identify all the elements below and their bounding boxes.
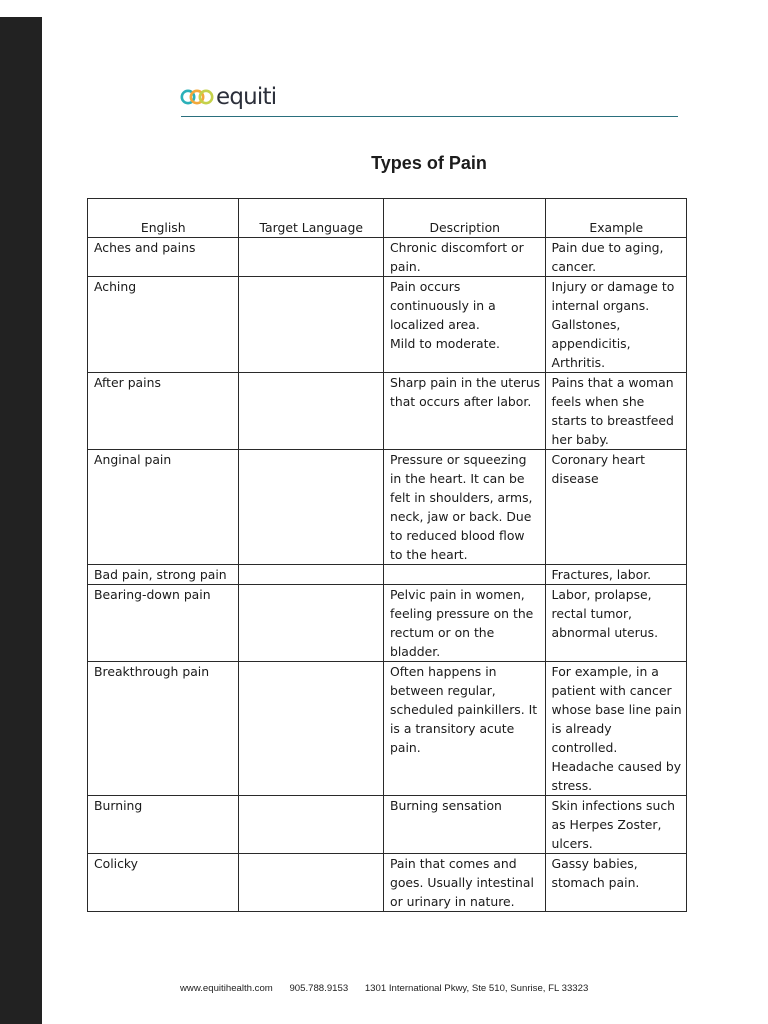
cell-example-text: starts to breastfeed [551, 413, 674, 428]
cell-target-language [238, 238, 383, 277]
header-target-language: Target Language [238, 199, 383, 238]
cell-description-text: to reduced blood flow [389, 528, 525, 543]
cell-english-text: Colicky [94, 856, 138, 871]
cell-example-text: Headache caused by [551, 759, 682, 774]
cell-english-text: Aches and pains [94, 240, 196, 255]
cell-example [545, 373, 686, 450]
cell-example-text: Injury or damage to [551, 279, 675, 294]
table-row [88, 450, 687, 565]
cell-description-text: in the heart. It can be [389, 471, 525, 486]
cell-example [545, 277, 686, 373]
cell-target-language [238, 854, 383, 912]
page-title: Types of Pain [371, 153, 487, 173]
cell-example-text: disease [551, 471, 599, 486]
page-footer [180, 983, 602, 994]
cell-description [383, 238, 545, 277]
cell-description-text: continuously in a [389, 298, 496, 313]
cell-example [545, 854, 686, 912]
cell-english [88, 585, 239, 662]
cell-example-text: abnormal uterus. [551, 625, 659, 640]
header-description: Description [383, 199, 545, 238]
table-row [88, 238, 687, 277]
header-divider [181, 116, 678, 117]
cell-description-text: scheduled painkillers. It [389, 702, 538, 717]
cell-description-text: Sharp pain in the uterus [389, 375, 541, 390]
cell-description-text: Mild to moderate. [389, 336, 500, 351]
cell-example-text: as Herpes Zoster, [551, 817, 662, 832]
cell-example-text: is already [551, 721, 612, 736]
cell-description-text: is a transitory acute [389, 721, 515, 736]
cell-description-text: Pain that comes and [389, 856, 517, 871]
cell-description-text: pain. [389, 259, 421, 274]
cell-example [545, 565, 686, 585]
cell-description [383, 796, 545, 854]
cell-description-text: feeling pressure on the [389, 606, 534, 621]
cell-english [88, 854, 239, 912]
table-row [88, 277, 687, 373]
cell-description [383, 662, 545, 796]
footer-website: www.equitihealth.com [180, 983, 273, 994]
cell-description-text: Chronic discomfort or [389, 240, 524, 255]
cell-english [88, 796, 239, 854]
cell-description [383, 277, 545, 373]
cell-english-text: Burning [94, 798, 143, 813]
rings-logo-icon [180, 86, 214, 108]
cell-example-text: her baby. [551, 432, 609, 447]
cell-description [383, 373, 545, 450]
cell-description-text: Often happens in [389, 664, 497, 679]
footer-address: 1301 International Pkwy, Ste 510, Sunrise, FL 33323 [364, 983, 589, 994]
cell-english-text: Breakthrough pain [94, 664, 210, 679]
cell-description-text: Burning sensation [389, 798, 502, 813]
cell-description [383, 565, 545, 585]
cell-description-text: between regular, [389, 683, 496, 698]
cell-example [545, 796, 686, 854]
cell-target-language [238, 796, 383, 854]
cell-example [545, 238, 686, 277]
cell-description-text: pain. [389, 740, 421, 755]
cell-example-text: Labor, prolapse, [551, 587, 652, 602]
cell-english [88, 277, 239, 373]
logo-wordmark: equiti [216, 83, 277, 110]
cell-english [88, 238, 239, 277]
cell-example [545, 585, 686, 662]
cell-english [88, 662, 239, 796]
cell-english-text: Anginal pain [94, 452, 172, 467]
cell-english [88, 450, 239, 565]
table-row [88, 373, 687, 450]
cell-description-text: goes. Usually intestinal [389, 875, 534, 890]
cell-example-text: For example, in a [551, 664, 659, 679]
table-row [88, 662, 687, 796]
cell-example-text: internal organs. [551, 298, 650, 313]
top-margin [0, 0, 768, 17]
cell-example-text: appendicitis, [551, 336, 631, 351]
footer-phone: 905.788.9153 [289, 983, 349, 994]
cell-example-text: controlled. [551, 740, 618, 755]
cell-target-language [238, 450, 383, 565]
cell-target-language [238, 373, 383, 450]
cell-description-text: bladder. [389, 644, 441, 659]
cell-description [383, 585, 545, 662]
cell-example-text: whose base line pain [551, 702, 682, 717]
cell-english [88, 565, 239, 585]
cell-example-text: Gassy babies, [551, 856, 638, 871]
cell-description-text: Pelvic pain in women, [389, 587, 525, 602]
cell-english-text: After pains [94, 375, 161, 390]
header-example: Example [545, 199, 686, 238]
equiti-logo [180, 84, 276, 110]
cell-example-text: stress. [551, 778, 593, 793]
cell-english-text: Aching [94, 279, 137, 294]
cell-target-language [238, 277, 383, 373]
cell-example-text: Pains that a woman [551, 375, 674, 390]
cell-example-text: Gallstones, [551, 317, 621, 332]
cell-example [545, 450, 686, 565]
cell-description-text: Pressure or squeezing [389, 452, 527, 467]
cell-example-text: Coronary heart [551, 452, 645, 467]
cell-description-text: rectum or on the [389, 625, 495, 640]
cell-description-text: Pain occurs [389, 279, 461, 294]
table-row [88, 585, 687, 662]
cell-example [545, 662, 686, 796]
cell-english-text: Bad pain, strong pain [94, 567, 227, 582]
cell-target-language [238, 662, 383, 796]
cell-target-language [238, 585, 383, 662]
cell-example-text: feels when she [551, 394, 645, 409]
table-row [88, 854, 687, 912]
cell-english-text: Bearing-down pain [94, 587, 211, 602]
cell-description-text: to the heart. [389, 547, 468, 562]
cell-description [383, 450, 545, 565]
cell-description-text: felt in shoulders, arms, [389, 490, 533, 505]
cell-example-text: patient with cancer [551, 683, 672, 698]
cell-description-text: that occurs after labor. [389, 394, 532, 409]
cell-description-text: localized area. [389, 317, 480, 332]
cell-example-text: ulcers. [551, 836, 593, 851]
pain-types-table [87, 198, 687, 912]
cell-description-text: neck, jaw or back. Due [389, 509, 532, 524]
header-english: English [88, 199, 239, 238]
table-header-row [88, 199, 687, 238]
cell-example-text: Arthritis. [551, 355, 606, 370]
cell-target-language [238, 565, 383, 585]
cell-example-text: Fractures, labor. [551, 567, 652, 582]
cell-example-text: Skin infections such [551, 798, 675, 813]
cell-description [383, 854, 545, 912]
table-row [88, 565, 687, 585]
table-row [88, 796, 687, 854]
cell-description-text: or urinary in nature. [389, 894, 515, 909]
cell-example-text: stomach pain. [551, 875, 640, 890]
cell-example-text: cancer. [551, 259, 597, 274]
cell-example-text: rectal tumor, [551, 606, 633, 621]
cell-example-text: Pain due to aging, [551, 240, 664, 255]
cell-english [88, 373, 239, 450]
